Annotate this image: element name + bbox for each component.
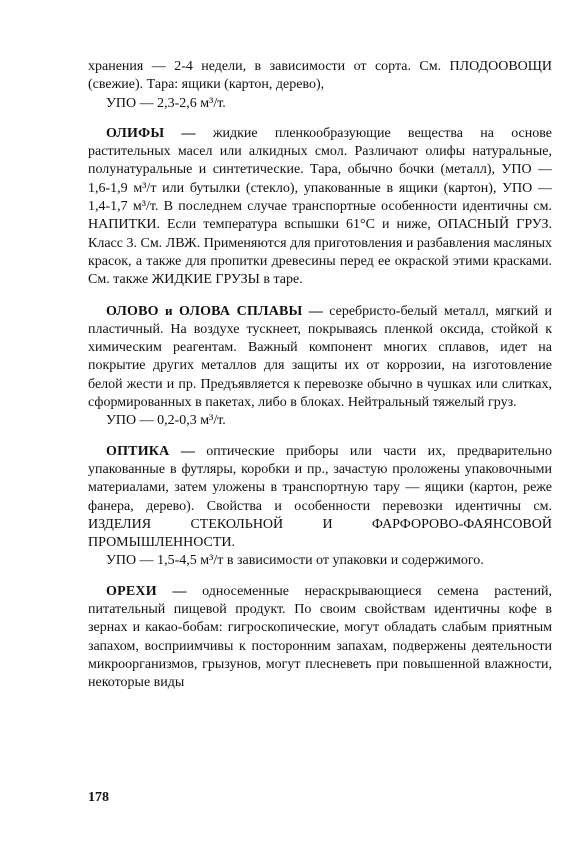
entry-orehi-dash: —	[156, 583, 203, 599]
entry-optika-term: ОПТИКА	[106, 443, 170, 459]
entry-orehi-body: односеменные нераскрывающиеся семена растений, питательный пищевой продукт. По своим свойствам идентичны кофе в зернах и какао-бобам: гигроскопические, могут обладать слабым приятным запахом, восприимчивы к посторонним запахам, подвержены деятельности микроорганизмов, грызунов, могут плесневеть при повышенной влажности, некоторые виды	[88, 583, 553, 691]
entry-olify-body: жидкие пленкообразующие вещества на основе растительных масел или алкидных смол. Различают олифы натуральные, полунатуральные и синтетические. Тара, обычно бочки (металл), УПО — 1,6-1,9 м³/т или бутылки (стекло), упакованные в ящики (картон), УПО — 1,4-1,7 м³/т. В последнем случае транспортные особенности идентичны см. НАПИТКИ. Если температура вспышки 61°С и ниже, ОПАСНЫЙ ГРУЗ. Класс 3. См. ЛВЖ. Применяются для приготовления и разбавления масляных красок, а также для пропитки древесины перед ее окраской этими красками. См. также ЖИДКИЕ ГРУЗЫ в таре.	[88, 125, 552, 288]
fragment-start-text: хранения — 2-4 недели, в зависимости от сорта. См. ПЛОДООВОЩИ (свежие). Тара: ящики (картон, дерево),	[88, 59, 552, 93]
entry-olify	[88, 125, 552, 290]
page-text	[88, 58, 552, 693]
page-number: 178	[88, 790, 109, 805]
entry-optika-upo: УПО — 1,5-4,5 м³/т в зависимости от упаковки и содержимого.	[106, 553, 484, 569]
entry-olify-dash: —	[164, 125, 213, 141]
entry-optika	[88, 443, 552, 553]
entry-optika-dash: —	[169, 443, 207, 459]
entry-olovo-body: серебристо-белый металл, мягкий и пластичный. На воздухе тускнеет, покрываясь пленкой оксида, стойкой к химическим реагентам. Важный компонент многих сплавов, идет на покрытие других металлов для защиты их от коррозии, на изготовление белой жести и пр. Предъявляется к перевозке обычно в чушках или слитках, сформированных в пакетах, либо в блоках. Нейтральный тяжелый груз.	[88, 303, 553, 411]
fragment-start-upo: УПО — 2,3-2,6 м³/т.	[106, 95, 226, 111]
entry-olify-term: ОЛИФЫ	[106, 125, 165, 141]
entry-olovo-term-and: и	[158, 302, 180, 318]
entry-olovo-dash: —	[302, 303, 330, 319]
entry-orehi	[88, 583, 552, 693]
entry-optika-body: оптические приборы или части их, предварительно упакованные в футляры, коробки и пр., зачастую проложены упаковочными материалами, затем уложены в транспортную тару — ящики (картон, реже фанера, дерево). Свойства и особенности перевозки идентичны см. ИЗДЕЛИЯ СТЕКОЛЬНОЙ И ФАРФОРОВО-ФАЯНСОВОЙ ПРОМЫШЛЕННОСТИ.	[88, 443, 552, 551]
entry-olovo-term-a: ОЛОВО	[106, 303, 159, 319]
entry-olovo-upo: УПО — 0,2-0,3 м³/т.	[106, 413, 226, 429]
entry-olovo-term-b: ОЛОВА СПЛАВЫ	[179, 303, 303, 319]
entry-orehi-term: ОРЕХИ	[106, 583, 157, 599]
entry-olovo	[88, 302, 552, 413]
